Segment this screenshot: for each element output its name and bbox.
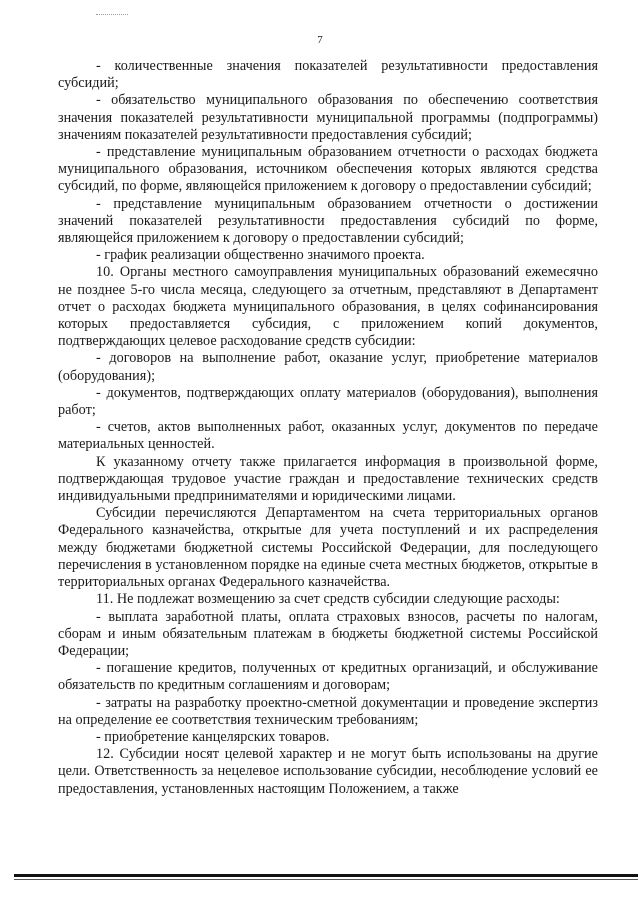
paragraph-invoices: - счетов, актов выполненных работ, оказанных услуг, документов по передаче материальных ценностей. (58, 419, 598, 453)
paragraph-stationery: - приобретение канцелярских товаров. (96, 728, 330, 745)
footer-divider-thin (14, 879, 638, 880)
paragraph-transfer: Субсидии перечисляются Департаментом на счета территориальных органов Федерального казначейства, открытые для учета поступлений и их распределения между бюджетами бюджетной системы Российской Федерации, для последующего перечисления в установленном порядке на единые счета местных бюджетов, открытые в территориальных органах Федерального казначейства. (58, 505, 598, 591)
paragraph-clause-12: 12. Субсидии носят целевой характер и не могут быть использованы на другие цели. Ответственность за нецелевое использование субсидии, несоблюдение условий ее предоставления, установленных настоящим Положением, а также (58, 746, 598, 797)
scan-artifact (96, 14, 128, 19)
paragraph-clause-10: 10. Органы местного самоуправления муниципальных образований ежемесячно не позднее 5-го числа месяца, следующего за отчетным, представляют в Департамент отчет о расходах бюджета муниципального образования, в целях софинансирования которых предоставляется субсидия, с приложением копий документов, подтверждающих целевое расходование средств субсидии: (58, 264, 598, 350)
paragraph-obligation: - обязательство муниципального образования по обеспечению соответствия значения показателей результативности муниципальной программы (подпрограммы) значениям показателей результативности предоставления субсидий; (58, 92, 598, 143)
footer-divider (14, 874, 638, 877)
paragraph-expense-report: - представление муниципальным образованием отчетности о расходах бюджета муниципального образования, источником обеспечения которых являются средства субсидий, по форме, являющейся приложением к договору о предоставлении субсидий; (58, 144, 598, 195)
paragraph-design-costs: - затраты на разработку проектно-сметной документации и проведение экспертиз на определение ее соответствия техническим требованиям; (58, 694, 598, 728)
paragraph-payment-docs: - документов, подтверждающих оплату материалов (оборудования), выполнения работ; (58, 384, 598, 419)
paragraph-loans: - погашение кредитов, полученных от кредитных организаций, и обслуживание обязательств по кредитным соглашениям и договорам; (58, 660, 598, 694)
paragraph-clause-11: 11. Не подлежат возмещению за счет средств субсидии следующие расходы: (96, 591, 560, 608)
paragraph-indicators: - количественные значения показателей результативности предоставления субсидий; (58, 58, 598, 92)
paragraph-contracts: - договоров на выполнение работ, оказание услуг, приобретение материалов (оборудования); (58, 350, 598, 384)
paragraph-schedule: - график реализации общественно значимого проекта. (96, 247, 425, 264)
paragraph-salary: - выплата заработной платы, оплата страховых взносов, расчеты по налогам, сборам и иным обязательным платежам в бюджеты бюджетной системы Российской Федерации; (58, 608, 598, 659)
paragraph-attached-info: К указанному отчету также прилагается информация в произвольной форме, подтверждающая трудовое участие граждан и предоставление технических средств индивидуальными предпринимателями и юридическими лицами. (58, 453, 598, 505)
page-number: 7 (317, 34, 323, 46)
paragraph-results-report: - представление муниципальным образованием отчетности о достижении значений показателей результативности предоставления субсидий по форме, являющейся приложением к договору о предоставлении субсидий; (58, 195, 598, 247)
document-body (58, 58, 598, 798)
